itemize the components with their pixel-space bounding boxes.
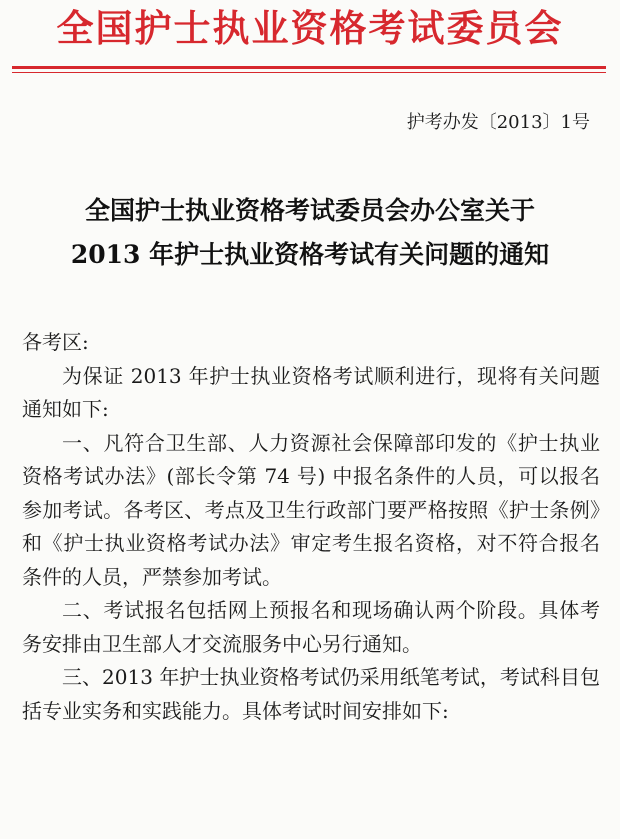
- document-number: 护考办发〔2013〕1号: [406, 112, 590, 133]
- document-title-line-2: 2013 年护士执业资格考试有关问题的通知: [70, 240, 550, 269]
- intro-paragraph: 为保证 2013 年护士执业资格考试顺利进行，现将有关问题通知如下:: [22, 363, 600, 421]
- paragraph-item-2: 二、考试报名包括网上预报名和现场确认两个阶段。具体考务安排由卫生部人才交流服务中心另行通知。: [22, 598, 600, 656]
- paragraph-item-1: 一、凡符合卫生部、人力资源社会保障部印发的《护士执业资格考试办法》(部长令第 74 号) 中报名条件的人员，可以报名参加考试。各考区、考点及卫生行政部门要严格按照《护士条例》和《护士执业资格考试办法》审定考生报名资格，对不符合报名条件的人员，严禁参加考试。: [22, 430, 600, 589]
- document-body: [22, 326, 600, 728]
- salutation: 各考区:: [22, 330, 89, 354]
- header-red-rule-thick: [12, 66, 606, 69]
- document-title-line-1: 全国护士执业资格考试委员会办公室关于: [84, 196, 535, 225]
- header-red-rule-thin: [12, 72, 606, 73]
- issuing-organization-header: 全国护士执业资格考试委员会: [56, 7, 564, 50]
- paragraph-item-3: 三、2013 年护士执业资格考试仍采用纸笔考试，考试科目包括专业实务和实践能力。具体考试时间安排如下:: [22, 665, 600, 723]
